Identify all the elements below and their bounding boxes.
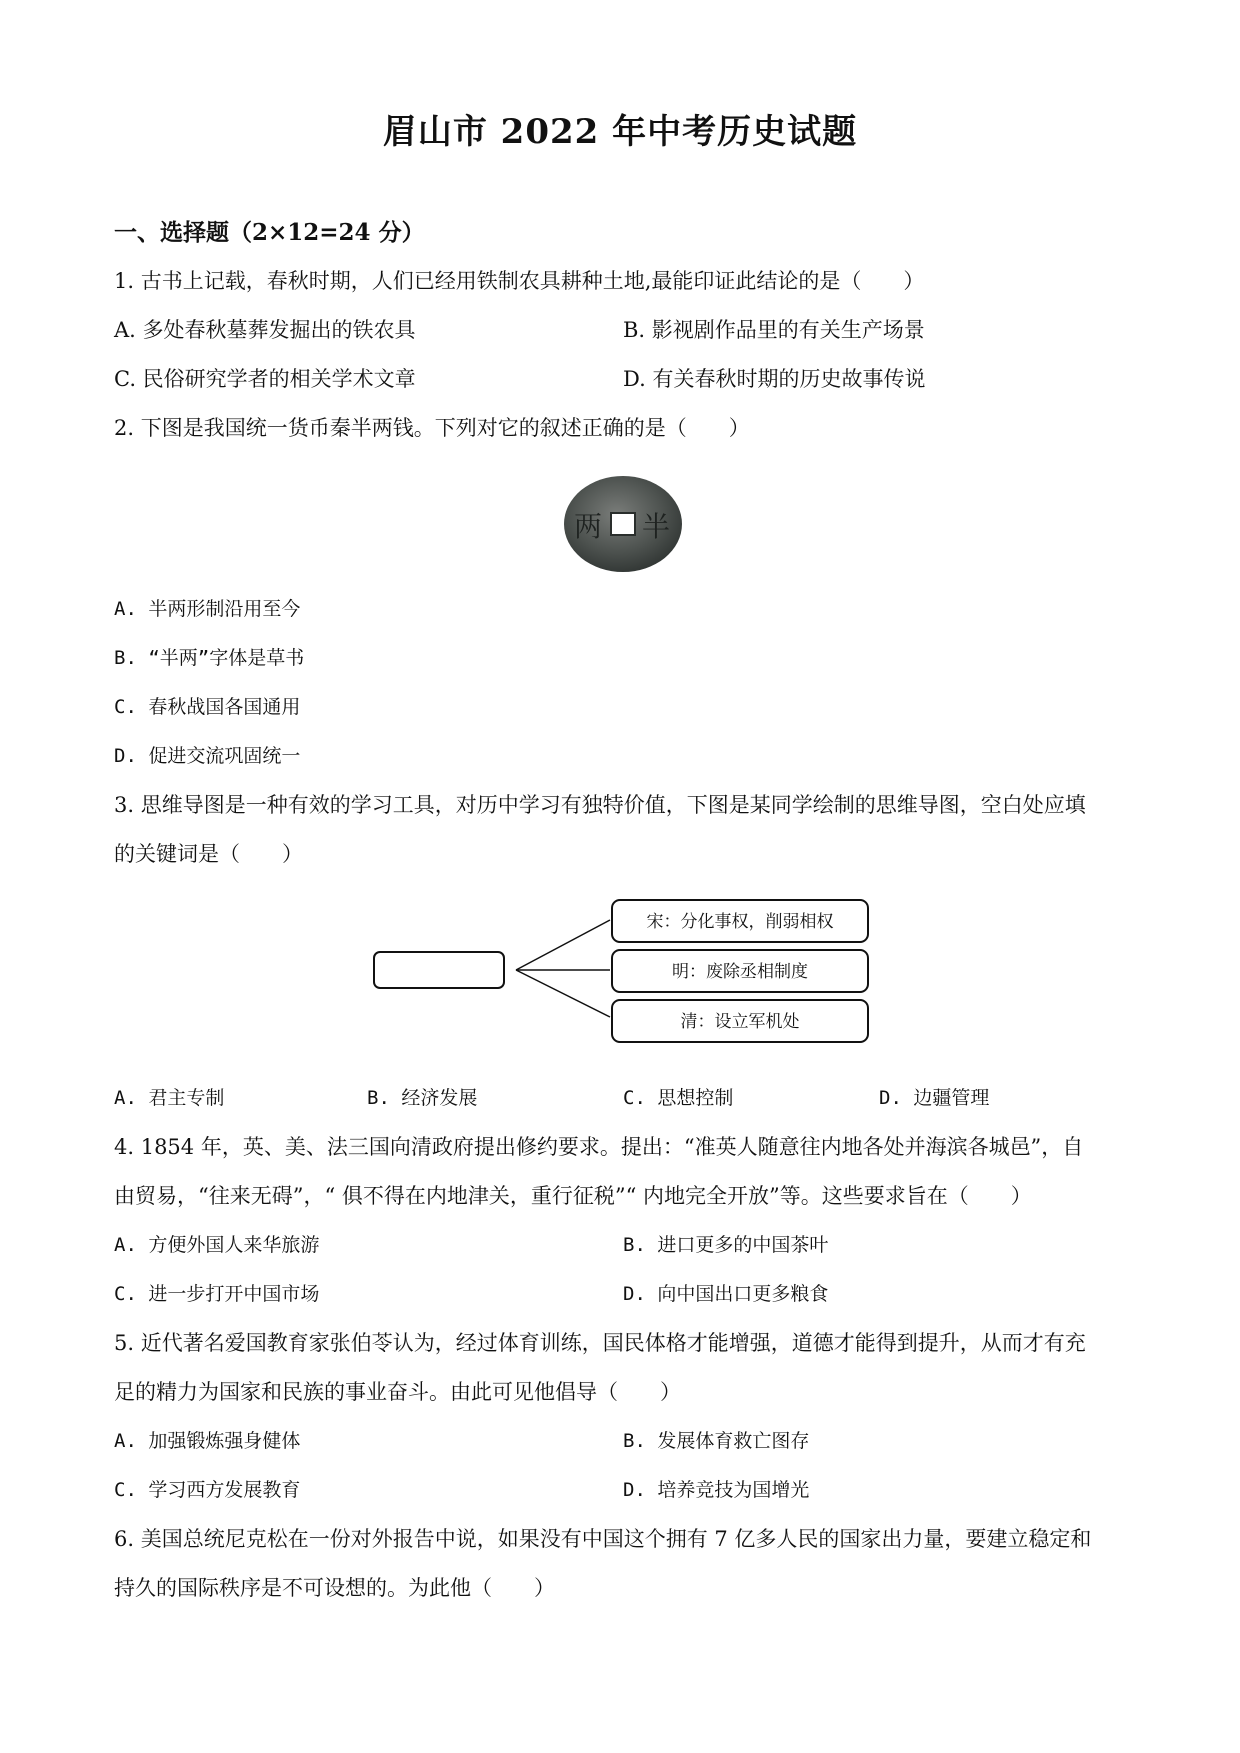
question-6-stem-line1: 6. 美国总统尼克松在一份对外报告中说，如果没有中国这个拥有 7 亿多人民的国家出力量，要建立稳定和 bbox=[114, 1527, 1092, 1551]
question-4-option-c: C. 进一步打开中国市场 bbox=[114, 1283, 320, 1305]
question-6-stem-line2: 持久的国际秩序是不可设想的。为此他（ ） bbox=[114, 1576, 555, 1600]
mind-map-branch-line bbox=[516, 920, 610, 970]
mind-map-label-qing: 清：设立军机处 bbox=[680, 1012, 800, 1032]
question-3-stem-line1: 3. 思维导图是一种有效的学习工具，对历中学习有独特价值，下图是某同学绘制的思维导图，空白处应填 bbox=[114, 793, 1086, 817]
question-5-option-b: B. 发展体育救亡图存 bbox=[623, 1430, 810, 1452]
question-1-option-c: C. 民俗研究学者的相关学术文章 bbox=[114, 367, 416, 391]
question-3-option-a: A. 君主专制 bbox=[114, 1087, 225, 1109]
question-1-option-a: A. 多处春秋墓葬发掘出的铁农具 bbox=[114, 318, 416, 342]
question-2-option-b: B. “半两”字体是草书 bbox=[114, 647, 305, 669]
ban-liang-coin-image bbox=[562, 474, 684, 574]
coin-char-left: 两 bbox=[574, 510, 603, 543]
question-5-option-d: D. 培养竞技为国增光 bbox=[623, 1479, 810, 1501]
coin-char-right: 半 bbox=[642, 510, 671, 543]
question-5-stem-line2: 足的精力为国家和民族的事业奋斗。由此可见他倡导（ ） bbox=[114, 1380, 681, 1404]
question-4-stem-line2: 由贸易，“往来无碍”，“ 俱不得在内地津关，重行征税”“ 内地完全开放”等。这些要求旨在（ ） bbox=[114, 1184, 1032, 1208]
mind-map-label-ming: 明：废除丞相制度 bbox=[672, 962, 808, 982]
question-3-option-b: B. 经济发展 bbox=[367, 1087, 478, 1109]
question-4-option-d: D. 向中国出口更多粮食 bbox=[623, 1283, 829, 1305]
question-2-option-a: A. 半两形制沿用至今 bbox=[114, 598, 301, 620]
page-title: 眉山市 2022 年中考历史试题 bbox=[382, 112, 858, 152]
question-4-option-a: A. 方便外国人来华旅游 bbox=[114, 1234, 320, 1256]
question-3-option-d: D. 边疆管理 bbox=[879, 1087, 990, 1109]
question-2-option-c: C. 春秋战国各国通用 bbox=[114, 696, 301, 718]
question-3-option-c: C. 思想控制 bbox=[623, 1087, 734, 1109]
mind-map-label-song: 宋：分化事权，削弱相权 bbox=[646, 912, 834, 932]
mind-map-diagram bbox=[372, 897, 872, 1057]
question-1-option-b: B. 影视剧作品里的有关生产场景 bbox=[623, 318, 925, 342]
question-4-option-b: B. 进口更多的中国茶叶 bbox=[623, 1234, 829, 1256]
question-1-option-d: D. 有关春秋时期的历史故事传说 bbox=[623, 367, 926, 391]
question-1-stem: 1. 古书上记载，春秋时期，人们已经用铁制农具耕种土地,最能印证此结论的是（ ） bbox=[114, 269, 925, 293]
question-2-option-d: D. 促进交流巩固统一 bbox=[114, 745, 301, 767]
mind-map-branch-line bbox=[516, 970, 610, 1017]
question-4-stem-line1: 4. 1854 年，英、美、法三国向清政府提出修约要求。提出：“准英人随意往内地各处并海滨各城邑”，自 bbox=[114, 1135, 1084, 1159]
section-heading: 一、选择题（2×12=24 分） bbox=[114, 219, 425, 246]
question-5-option-a: A. 加强锻炼强身健体 bbox=[114, 1430, 301, 1452]
question-5-stem-line1: 5. 近代著名爱国教育家张伯苓认为，经过体育训练，国民体格才能增强，道德才能得到提升，从而才有充 bbox=[114, 1331, 1086, 1355]
mind-map-blank-box bbox=[374, 952, 504, 988]
question-2-stem: 2. 下图是我国统一货币秦半两钱。下列对它的叙述正确的是（ ） bbox=[114, 416, 750, 440]
question-5-option-c: C. 学习西方发展教育 bbox=[114, 1479, 301, 1501]
question-3-stem-line2: 的关键词是（ ） bbox=[114, 842, 303, 866]
